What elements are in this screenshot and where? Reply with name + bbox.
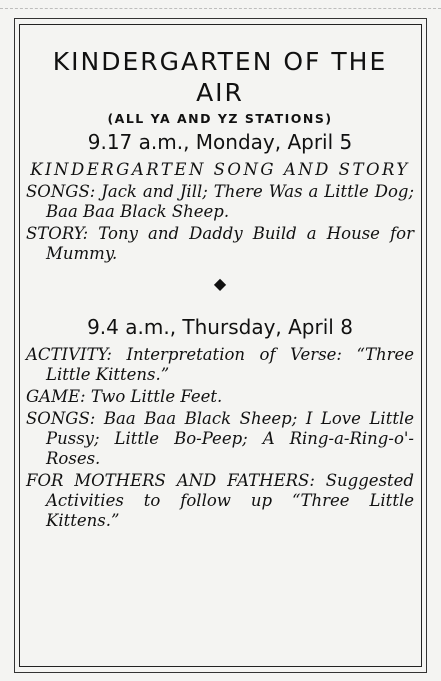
listing-content <box>26 46 414 531</box>
page-top-edge <box>0 0 441 9</box>
program2-parents: FOR MOTHERS AND FATHERS: Suggested Activities to follow up “Three Little Kittens.” <box>26 471 414 530</box>
listing-title: KINDERGARTEN OF THE AIR <box>52 47 388 107</box>
program1-story: STORY: Tony and Daddy Build a House for Mummy. <box>26 224 414 263</box>
diamond-separator-icon: ◆ <box>213 274 227 293</box>
program2-activity: ACTIVITY: Interpretation of Verse: “Three Little Kittens.” <box>26 345 414 384</box>
program2-game: GAME: Two Little Feet. <box>26 387 223 406</box>
listing-subtitle: (ALL YA AND YZ STATIONS) <box>107 111 333 126</box>
program1-time: 9.17 a.m., Monday, April 5 <box>87 130 353 154</box>
program1-heading: KINDERGARTEN SONG AND STORY <box>30 160 410 179</box>
program2-time: 9.4 a.m., Thursday, April 8 <box>87 315 353 339</box>
program2-songs: SONGS: Baa Baa Black Sheep; I Love Little Pussy; Little Bo-Peep; A Ring-a-Ring-o'-Roses. <box>26 409 414 468</box>
program1-songs: SONGS: Jack and Jill; There Was a Little Dog; Baa Baa Black Sheep. <box>26 182 414 221</box>
